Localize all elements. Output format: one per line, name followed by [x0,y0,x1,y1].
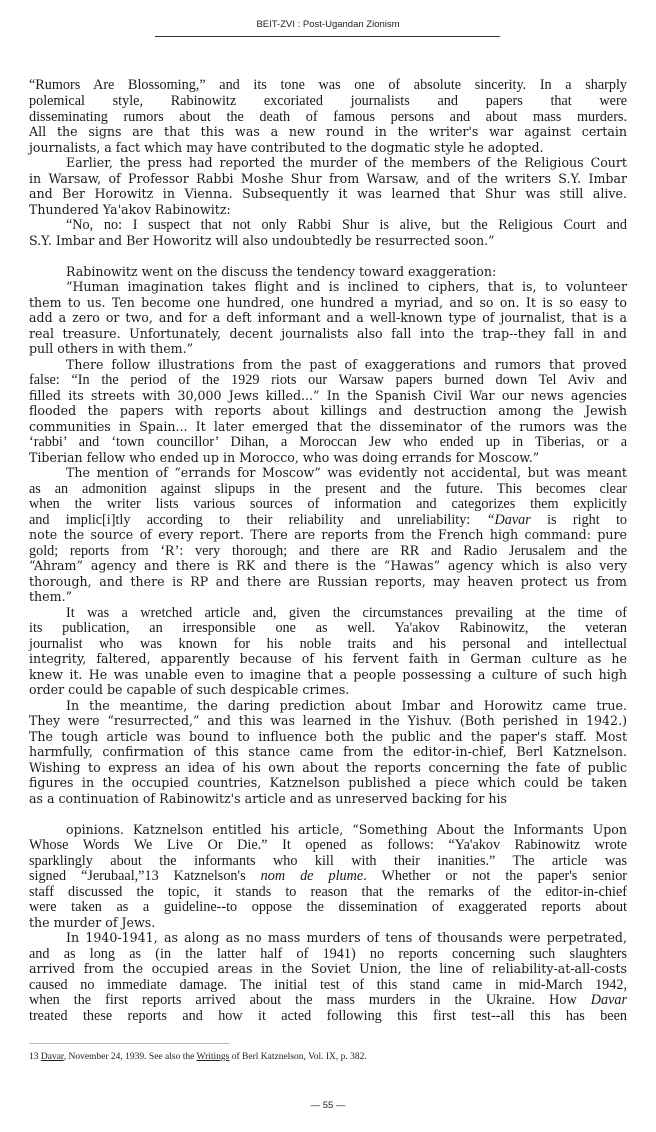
text-line: S.Y. Imbar and Ber Howoritz will also undoubtedly be resurrected soon.” [29,233,495,248]
text-line: false: “In the period of the 1929 riots our Warsaw papers burned down Tel Aviv and [29,372,627,388]
text-line: It was a wretched article and, given the circumstances prevailing at the time of [66,605,627,621]
text-line: as an admonition against slipups in the present and the future. This becomes clear [29,481,627,497]
text-line: in Warsaw, of Professor Rabbi Moshe Shur from Warsaw, and of the writers S.Y. Imbar [29,171,627,186]
text-line: Tiberian fellow who ended up in Morocco, who was doing errands for Moscow.” [29,450,540,465]
text-line [29,992,627,1008]
text-line: gold; reports from ‘R’: very thorough; and there are RR and Radio Jerusalem and the [29,543,627,559]
text-line: All the signs are that this was a new round in the writer's war against certain [29,124,627,139]
text-line: when the writer lists various sources of information and categorizes them explicitly [29,496,627,512]
text-line: Thundered Ya'akov Rabinowitz: [29,202,231,217]
footnote-number: 13 [29,1052,39,1062]
text-line: communities in Spain... It later emerged that the disseminator of the rumors was the [29,419,627,434]
text-line: knew it. He was unable even to imagine that a people possessing a culture of such high [29,667,627,682]
header-rule [155,36,500,37]
text-line: “No, no: I suspect that not only Rabbi Shur is alive, but the Religious Court and [66,217,627,233]
text-line: its publication, an irresponsible one as well. Ya'akov Rabinowitz, the veteran [29,620,627,636]
text-line [29,512,627,528]
text-line [29,868,627,884]
text-line: pull others in with them.” [29,341,194,356]
text-line: and as long as (in the latter half of 1941) no reports concerning such slaughters [29,946,627,962]
davar-italic: “Davar [486,512,531,528]
nom-de-plume-italic: nom de plume [260,868,364,884]
text-line: The tough article was bound to influence both the public and the paper's staff. Most [29,729,627,744]
text-line: filled its streets with 30,000 Jews killed...” In the Spanish Civil War our news agencies [29,388,627,403]
text-line: add a zero or two, and for a deft informant and a well-known type of journalist, that is a [29,310,627,325]
footnote-source: Davar [40,1052,64,1062]
text-line: staff discussed the topic, it stands to reason that the remarks of the editor-in-chief [29,884,627,900]
running-header: BEIT-ZVI : Post-Ugandan Zionism [256,19,400,30]
text-line: journalists, a fact which may have contributed to the dogmatic style he adopted. [29,140,544,155]
footnote-text: , November 24, 1939. See also the [63,1052,197,1062]
text-line: figures in the occupied countries, Katznelson published a piece which could be taken [29,775,627,790]
text-segment: and implic[i]tly according to their reliability and unreliability: [29,512,471,528]
text-line: the murder of Jews. [29,915,156,930]
text-line: them to us. Ten become one hundred, one hundred a myriad, and so on. It is so easy to [29,295,627,310]
text-line: caused no immediate damage. The initial test of this stand came in mid-March 1942, [29,977,627,993]
text-line: and Ber Horowitz in Vienna. Subsequently it was learned that Shur was still alive. [29,186,627,201]
text-line: order could be capable of such despicable crimes. [29,682,350,697]
text-line: disseminating rumors about the death of famous persons and about mass murders. [29,109,627,125]
text-line: “Rumors Are Blossoming,” and its tone was one of absolute sincerity. In a sharply [29,77,627,93]
text-line: note the source of every report. There are reports from the French high command: pure [29,527,627,542]
text-line: In 1940-1941, as along as no mass murders of tens of thousands were perpetrated, [66,930,627,945]
text-line: “Human imagination takes flight and is inclined to ciphers, that is, to volunteer [66,279,627,294]
davar-italic: Davar [590,992,627,1008]
text-line: harmfully, confirmation of this stance came from the editor-in-chief, Berl Katznelson. [29,744,627,759]
footnote-rule [29,1043,230,1044]
text-line: thorough, and there is RP and there are Russian reports, may heaven protect us from [29,574,627,589]
text-line: Earlier, the press had reported the murder of the members of the Religious Court [66,155,627,170]
text-line: were taken as a guideline--to oppose the dissemination of exaggerated reports about [29,899,627,915]
text-line: ‘rabbi’ and ‘town councillor’ Dihan, a Moroccan Jew who ended up in Tiberias, or a [29,434,627,450]
text-segment: when the first reports arrived about the mass murders in the Ukraine. How [29,992,577,1008]
text-segment: signed “Jerubaal,”13 Katznelson's [29,868,246,884]
text-line: There follow illustrations from the past of exaggerations and rumors that proved [66,357,627,372]
text-line: real treasure. Unfortunately, decent journalists also fall into the trap--they fall in and [29,326,627,341]
footnote [29,1052,367,1062]
text-segment: is right to [530,512,628,528]
text-line: polemical style, Rabinowitz excoriated journalists and papers that were [29,93,627,109]
text-line: arrived from the occupied areas in the Soviet Union, the line of reliability-at-all-costs [29,961,627,976]
text-line: They were “resurrected,” and this was learned in the Yishuv. (Both perished in 1942.) [29,713,627,728]
page-number: — 55 — [310,1100,346,1111]
text-line: The mention of “errands for Moscow” was evidently not accidental, but was meant [66,465,627,480]
text-line: Rabinowitz went on the discuss the tendency toward exaggeration: [66,264,497,279]
text-line: sparklingly about the informants who kill with their inanities.” The article was [29,853,627,869]
text-line: Whose Words We Live Or Die.” It opened as follows: “Ya'akov Rabinowitz wrote [29,837,627,853]
text-segment: . Whether or not the paper's senior [363,868,628,884]
text-line: them.” [29,589,73,604]
footnote-work: Writings [196,1052,230,1062]
text-line: opinions. Katznelson entitled his article, “Something About the Informants Upon [66,822,627,837]
text-line: integrity, faltered, apparently because of his fervent faith in German culture as he [29,651,627,666]
text-line: In the meantime, the daring prediction about Imbar and Horowitz came true. [66,698,627,713]
text-line: Wishing to express an idea of his own about the reports concerning the fate of public [29,760,627,775]
text-line: as a continuation of Rabinowitz's article and as unreserved backing for his [29,791,507,806]
text-line: “Ahram” agency and there is RK and there is the “Hawas” agency which is also very [29,558,627,573]
footnote-text: of Berl Katznelson, Vol. IX, p. 382. [229,1052,367,1062]
text-line: treated these reports and how it acted following this first test--all this has been [29,1008,627,1024]
text-line: journalist who was known for his noble traits and his personal and intellectual [29,636,627,652]
text-line: flooded the papers with reports about killings and destruction among the Jewish [29,403,627,418]
